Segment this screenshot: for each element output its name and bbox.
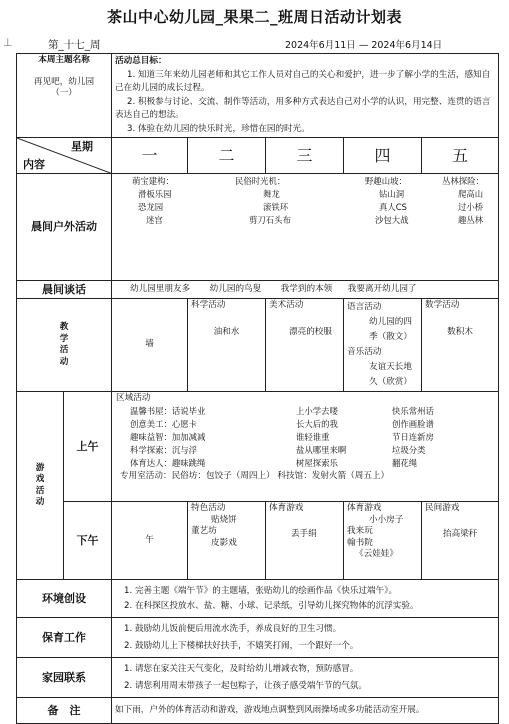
game-activity: 翰书院 — [347, 537, 373, 548]
goal-item: 2. 积极参与讨论、交流、制作等活动，用多种方式表达自己对小学的认识，用完整、连贯的语言表达自己的想法。 — [115, 96, 491, 120]
day-header: 一 — [112, 138, 188, 174]
family-label: 家园联系 — [17, 658, 112, 698]
date-range: 2024年6月11日 — 2024年6月14日 — [285, 40, 443, 51]
teaching-activity: 漂亮的校服 — [289, 326, 332, 337]
weekday-label: 星期 — [71, 140, 94, 153]
zone-item: 垃圾分类 — [392, 445, 426, 456]
teaching-tag: 数学活动 — [425, 300, 460, 310]
morning-outdoor-cell — [112, 174, 499, 281]
teaching-activity: 友谊天长地久（欣赏） — [369, 362, 412, 387]
content-label: 内容 — [23, 157, 45, 171]
zone-item: 谁轻谁重 — [296, 431, 330, 442]
environment-item: 2. 在科探区投放水、盐、糖、小球、记录纸，引导幼儿探究物体的沉浮实验。 — [124, 600, 419, 611]
outdoor-item: 丛林探险： — [442, 176, 484, 186]
outdoor-item: 滑板乐园 — [138, 189, 172, 199]
special-room-activity: 专用室活动：民俗坊：包饺子（周四上） 科技馆：发射火箭（周五上） — [120, 470, 390, 481]
zone-item: 树屋探索乐 — [296, 458, 338, 469]
goals-title: 活动总目标： — [115, 56, 167, 66]
teaching-tag: 音乐活动 — [347, 347, 382, 357]
morning-outdoor-row — [17, 174, 499, 281]
outdoor-item: 过小桥 — [458, 202, 484, 212]
teaching-label-text: 教学活动 — [59, 322, 69, 367]
game-pm-day5 — [422, 502, 499, 580]
game-activity: 丢手绢 — [291, 528, 317, 539]
outdoor-item: 恐龙园 — [138, 202, 164, 212]
teaching-row — [17, 299, 499, 392]
day-header: 四 — [344, 138, 422, 174]
game-pm-day1: 午 — [112, 502, 188, 580]
corner-mark-icon: ⊥ — [3, 36, 13, 49]
zone-item: 上小学去喽 — [296, 405, 338, 416]
zone-item: 节日连新房 — [392, 431, 434, 442]
zone-item: 翻花绳 — [392, 458, 418, 469]
zone-title: 区域活动 — [116, 393, 151, 403]
teaching-day3 — [266, 299, 344, 392]
environment-item: 1. 完善主题《端午节》的主题墙，张贴幼儿的绘画作品《快乐过端午》。 — [124, 585, 398, 596]
theme-label: 本周主题名称 — [38, 55, 90, 65]
zone-item: 创作画脸谱 — [392, 418, 434, 429]
outdoor-item: 真人CS — [379, 202, 407, 212]
environment-row — [17, 580, 499, 618]
teaching-day5 — [422, 299, 499, 392]
outdoor-item: 剪刀石头布 — [249, 215, 291, 225]
game-activity: 董艺坊 — [191, 526, 217, 536]
game-activity: 《云娃娃》 — [355, 549, 398, 559]
zone-item: 快乐常州话 — [392, 405, 434, 416]
theme-name-line1: 再见吧，幼儿园 — [33, 76, 95, 87]
notes-row — [17, 698, 499, 724]
game-label-text: 游戏活动 — [35, 462, 45, 507]
teaching-tag: 语言活动 — [347, 302, 382, 312]
family-item: 1. 请您在家关注天气变化，及时给幼儿增减衣物，预防感冒。 — [124, 663, 359, 674]
goal-item: 3. 体验在幼儿园的快乐时光，珍惜在园的时光。 — [127, 123, 310, 134]
game-tag: 体育游戏 — [269, 503, 304, 513]
morning-talk-row — [17, 281, 499, 299]
talk-item: 幼儿园里朋友多 — [130, 283, 191, 294]
talk-item: 我学到的本领 — [280, 283, 333, 294]
day-header: 五 — [422, 138, 499, 174]
outdoor-item: 沙包大战 — [375, 215, 409, 225]
outdoor-item: 野趣山坡： — [365, 176, 407, 186]
game-activity: 贴烧饼 — [211, 514, 237, 525]
theme-name-line2: （一） — [51, 88, 77, 98]
teaching-day4 — [344, 299, 422, 392]
day-header: 二 — [188, 138, 266, 174]
page-title: 茶山中心幼儿园_果果二_班周日活动计划表 — [106, 8, 402, 26]
talk-item: 幼儿园的鸟叟 — [209, 283, 262, 294]
week-label: 第_十七_周 — [48, 39, 101, 51]
teaching-activity: 数积木 — [447, 326, 473, 337]
morning-talk-label: 晨间谈话 — [17, 281, 112, 299]
weekday-header-row — [17, 138, 499, 174]
game-tag: 民间游戏 — [425, 503, 460, 513]
teaching-tag: 美术活动 — [269, 300, 304, 310]
notes-label: 备 注 — [17, 698, 112, 724]
theme-cell — [17, 54, 112, 138]
outdoor-item: 迷宫 — [146, 215, 163, 225]
game-am-row — [17, 392, 499, 502]
game-tag: 特色活动 — [191, 503, 226, 513]
environment-label: 环境创设 — [17, 580, 112, 618]
zone-item: 科学探索：沉与浮 — [130, 445, 198, 456]
care-cell — [112, 618, 499, 658]
care-label: 保育工作 — [17, 618, 112, 658]
day-header: 三 — [266, 138, 344, 174]
game-activity: 我来玩 — [347, 526, 373, 536]
game-pm-day3 — [266, 502, 344, 580]
outdoor-item: 萌宝建构： — [132, 176, 174, 186]
family-cell — [112, 658, 499, 698]
outdoor-item: 滚铁环 — [263, 202, 289, 212]
game-pm-label: 下午 — [64, 502, 112, 580]
game-activity: 小小房子 — [369, 514, 404, 525]
teaching-label — [17, 299, 112, 392]
zone-item: 趣味益智：加加减减 — [130, 431, 206, 442]
teaching-tag: 科学活动 — [191, 300, 226, 310]
teaching-activity: 幼儿园的四季（散文） — [369, 317, 412, 342]
outdoor-col4 — [442, 175, 499, 227]
zone-item: 体育达人：趣味跳绳 — [130, 458, 206, 469]
zone-activities-cell — [112, 392, 499, 502]
zone-item: 盐从哪里来啊 — [296, 445, 347, 456]
goal-item: 1. 知道三年来幼儿园老师和其它工作人员对自己的关心和爱护，进一步了解小学的生活，感知自己在幼儿园的成长过程。 — [115, 69, 491, 93]
morning-talk-cell — [112, 281, 499, 299]
zone-item: 创意美工：心愿卡 — [130, 418, 198, 429]
talk-item: 我要离开幼儿园了 — [347, 283, 417, 294]
teaching-day2 — [188, 299, 266, 392]
game-pm-row — [17, 502, 499, 580]
outdoor-item: 舞龙 — [263, 189, 280, 199]
care-row — [17, 618, 499, 658]
morning-outdoor-label: 晨间户外活动 — [17, 174, 112, 281]
weekday-content-header — [17, 138, 112, 174]
game-label — [17, 392, 64, 580]
family-item: 2. 请您利用周末带孩子一起包粽子，让孩子感受端午节的气氛。 — [124, 680, 367, 691]
game-activity: 皮影戏 — [211, 537, 237, 548]
notes-cell: 如下雨，户外的体育活动和游戏，游戏地点调整到风雨操场或多功能活动室开展。 — [112, 698, 499, 724]
care-item: 1. 鼓励幼儿饭前便后用流水洗手，养成良好的卫生习惯。 — [124, 623, 342, 634]
game-tag: 体育游戏 — [347, 503, 382, 513]
outdoor-item: 钻山洞 — [379, 189, 405, 199]
game-pm-day4 — [344, 502, 422, 580]
zone-item: 长大后的我 — [296, 418, 338, 429]
goals-cell — [112, 54, 499, 138]
activity-plan-table — [16, 53, 499, 724]
environment-cell — [112, 580, 499, 618]
zone-item: 温馨书屋：话说毕业 — [130, 405, 206, 416]
theme-row — [17, 54, 499, 138]
family-row — [17, 658, 499, 698]
game-am-label: 上午 — [64, 392, 112, 502]
outdoor-item: 民俗时光机： — [235, 176, 286, 186]
teaching-day1: 墙 — [112, 299, 188, 392]
outdoor-item: 趣丛林 — [458, 215, 484, 225]
game-pm-day2 — [188, 502, 266, 580]
care-item: 2. 鼓励幼儿上下楼梯扶好扶手，不嬉笑打闹，一个跟好一个。 — [124, 640, 359, 651]
outdoor-item: 爬高山 — [458, 189, 484, 199]
teaching-activity: 油和水 — [213, 326, 240, 337]
game-activity: 抬高梁秆 — [443, 528, 478, 539]
